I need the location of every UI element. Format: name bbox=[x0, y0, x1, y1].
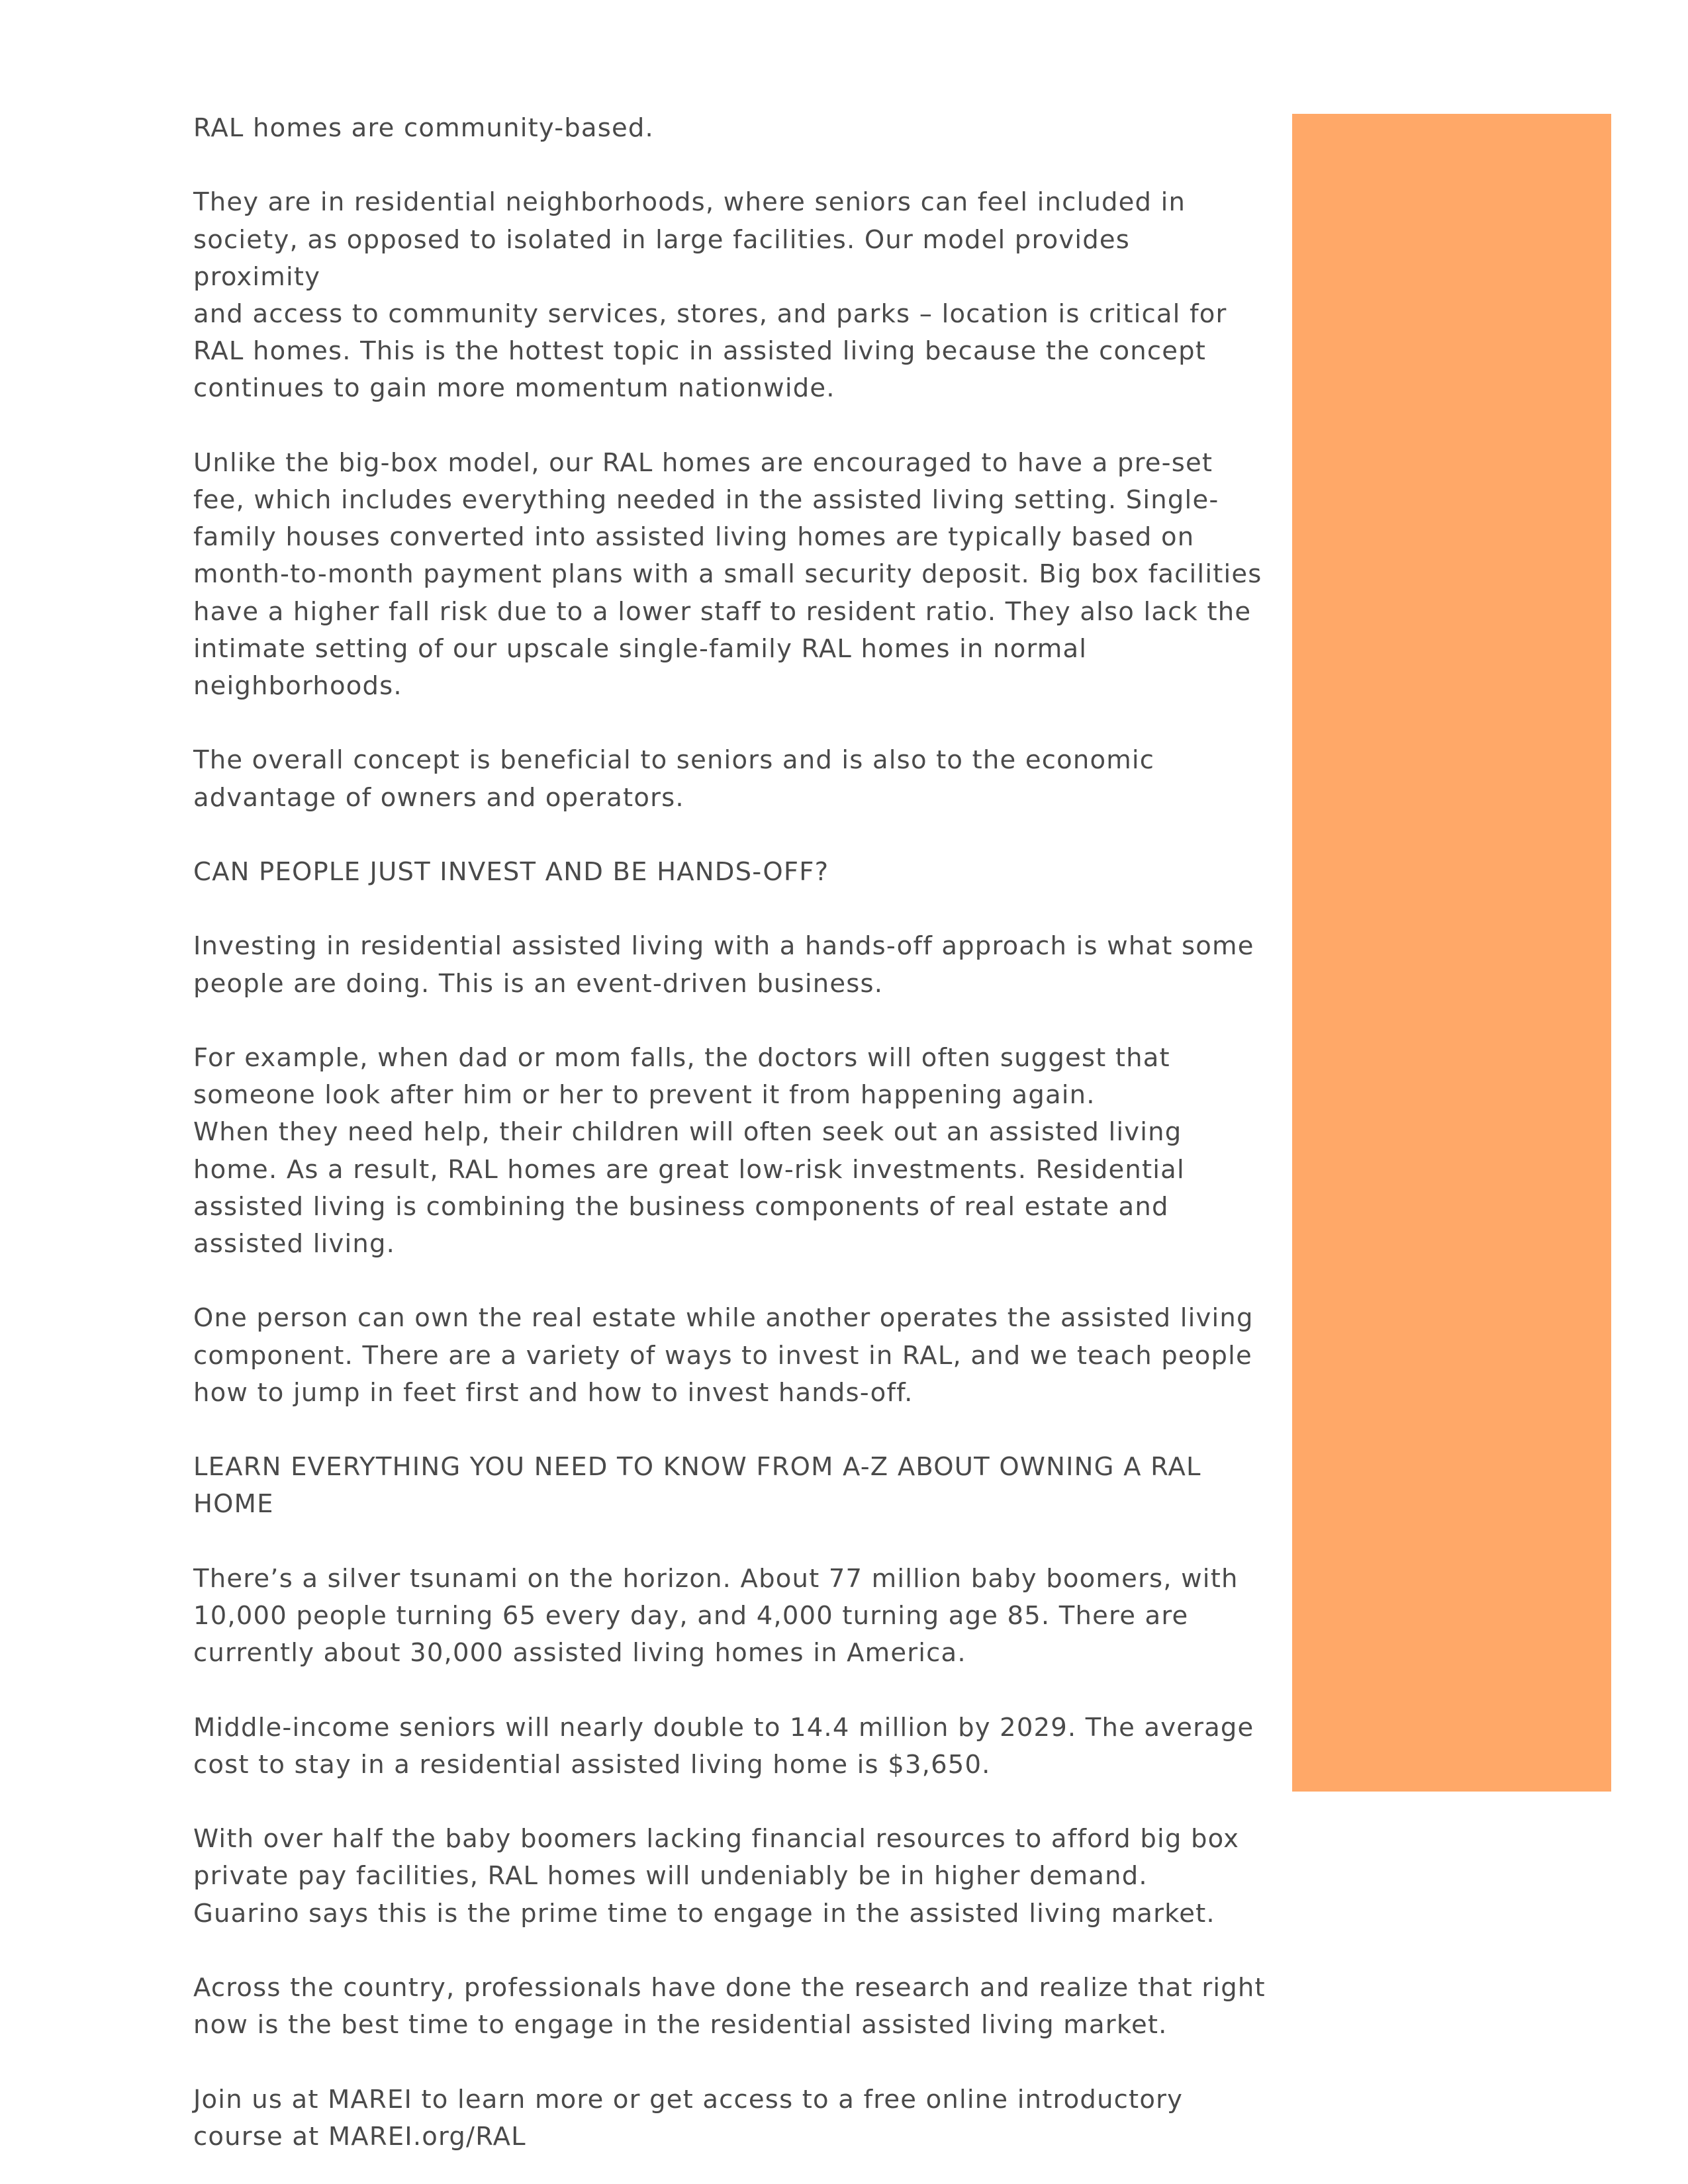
paragraph-hands-off-approach: Investing in residential assisted living with a hands-off approach is what some people are doing. This is an event-driven business. bbox=[193, 931, 1254, 999]
paragraph-event-driven-example: For example, when dad or mom falls, the doctors will often suggest that someone look after him or her to prevent it from happening again. When they need help, their children will often seek out an assisted living home. As a result, RAL homes are great low-risk investments. Residential assisted living is combining the business components of real estate and assisted living. bbox=[193, 1042, 1185, 1259]
orange-sidebar-block bbox=[1292, 114, 1611, 1792]
paragraph-best-time: Across the country, professionals have done the research and realize that right now is the best time to engage in the residential assisted living market. bbox=[193, 1972, 1266, 2040]
paragraph-join-marei: Join us at MAREI to learn more or get access to a free online introductory course at MAREI.org/RAL bbox=[193, 2084, 1184, 2152]
paragraph-community-based: RAL homes are community-based. bbox=[193, 113, 654, 143]
heading-hands-off: CAN PEOPLE JUST INVEST AND BE HANDS-OFF? bbox=[193, 857, 829, 887]
paragraph-residential-neighborhoods: They are in residential neighborhoods, where seniors can feel included in society, as opposed to isolated in large facilities. Our model provides proximity and access to community services, stores, and parks – location is critical for RAL homes. This is the hottest topic in assisted living because the concept continues to gain more momentum nationwide. bbox=[193, 187, 1227, 404]
paragraph-overall-concept: The overall concept is beneficial to seniors and is also to the economic advantage of owners and operators. bbox=[193, 745, 1155, 813]
paragraph-middle-income-seniors: Middle-income seniors will nearly double to 14.4 million by 2029. The average cost to stay in a residential assisted living home is $3,650. bbox=[193, 1712, 1254, 1780]
paragraph-higher-demand: With over half the baby boomers lacking financial resources to afford big box private pay facilities, RAL homes will undeniably be in higher demand. Guarino says this is the prime time to engage in the assisted living market. bbox=[193, 1824, 1240, 1929]
heading-learn-everything: LEARN EVERYTHING YOU NEED TO KNOW FROM A-Z ABOUT OWNING A RAL HOME bbox=[193, 1452, 1201, 1520]
article-body bbox=[193, 110, 1266, 2156]
paragraph-big-box-comparison: Unlike the big-box model, our RAL homes are encouraged to have a pre-set fee, which includes everything needed in the assisted living setting. Single- family houses converted into assisted living homes are typically based on month-to-month payment plans with a small security deposit. Big box facilities have a higher fall risk due to a lower staff to resident ratio. They also lack the intimate setting of our upscale single-family RAL homes in normal neighborhoods. bbox=[193, 447, 1262, 702]
paragraph-silver-tsunami: There’s a silver tsunami on the horizon. About 77 million baby boomers, with 10,000 people turning 65 every day, and 4,000 turning age 85. There are currently about 30,000 assisted living homes in America. bbox=[193, 1563, 1239, 1668]
paragraph-ways-to-invest: One person can own the real estate while another operates the assisted living component. There are a variety of ways to invest in RAL, and we teach people how to jump in feet first and how to invest hands-off. bbox=[193, 1303, 1254, 1408]
